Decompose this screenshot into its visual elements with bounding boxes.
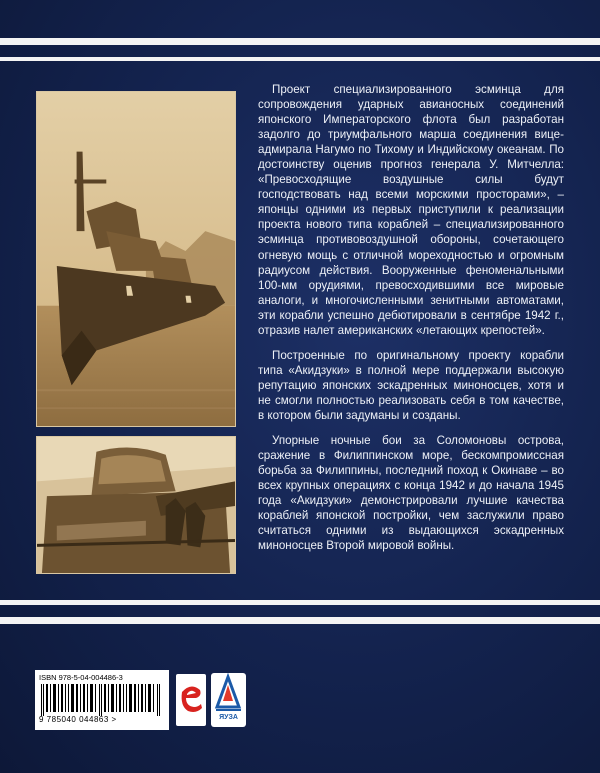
- blurb-paragraph-1: Проект специализированного эсминца для сопровождения ударных авианосных соединений японского Императорского флота был разработан задолго до триумфального марша соединения вице-адмирала Нагумо по Тихому и Индийскому океанам. По достоинству оценив прогноз генерала У. Митчелла: «Превосходящие воздушные силы будут господствовать над всеми морскими просторами», – японцы одними из первых приступили к реализации проекта нового типа кораблей – специализированного эсминца противовоздушной обороны, сочетающего огневую мощь с отличной мореходностью и огромным радиусом действия. Вооруженные феноменальными 100-мм орудиями, превосходившими все мировые аналоги, и многочисленными зенитными автоматами, эти корабли успешно дебютировали в сентябре 1942 г., отразив налет американских «летающих крепостей».: [258, 83, 564, 337]
- destroyer-photo: [36, 91, 236, 427]
- eksmo-logo-icon: [176, 674, 206, 726]
- isbn-label: ISBN 978-5-04-004486-3: [39, 673, 123, 682]
- blurb-text: [258, 82, 564, 563]
- yauza-sail-icon: [211, 673, 246, 715]
- isbn-barcode-block: [35, 670, 169, 730]
- top-stripe-thick: [0, 38, 600, 45]
- barcode: [39, 684, 165, 716]
- blurb-paragraph-3: Упорные ночные бои за Соломоновы острова, сражение в Филиппинском море, бескомпромиссная борьба за Филиппины, последний поход к Окинаве – во всех крупных операциях с конца 1942 и до начала 1945 года «Акидзуки» демонстрировали лучшие качества кораблей японской постройки, чем заслужили право считаться одними из выдающихся эскадренных миноносцев Второй мировой войны.: [258, 434, 564, 553]
- top-stripe-thin: [0, 57, 600, 61]
- isbn-digits: 9 785040 044863 >: [39, 715, 117, 724]
- yauza-logo: [211, 673, 246, 727]
- anti-aircraft-guns-photo: [36, 436, 236, 574]
- eksmo-logo: [176, 674, 206, 726]
- bottom-stripe-thick: [0, 617, 600, 624]
- yauza-logo-text: ЯУЗА: [219, 714, 238, 721]
- blurb-paragraph-2: Построенные по оригинальному проекту корабли типа «Акидзуки» в полной мере поддержали высокую репутацию японских эскадренных миноносцев, хотя и не смогли полностью реализовать себя в том качестве, в котором были задуманы и созданы.: [258, 348, 564, 422]
- bottom-stripe-thin: [0, 600, 600, 605]
